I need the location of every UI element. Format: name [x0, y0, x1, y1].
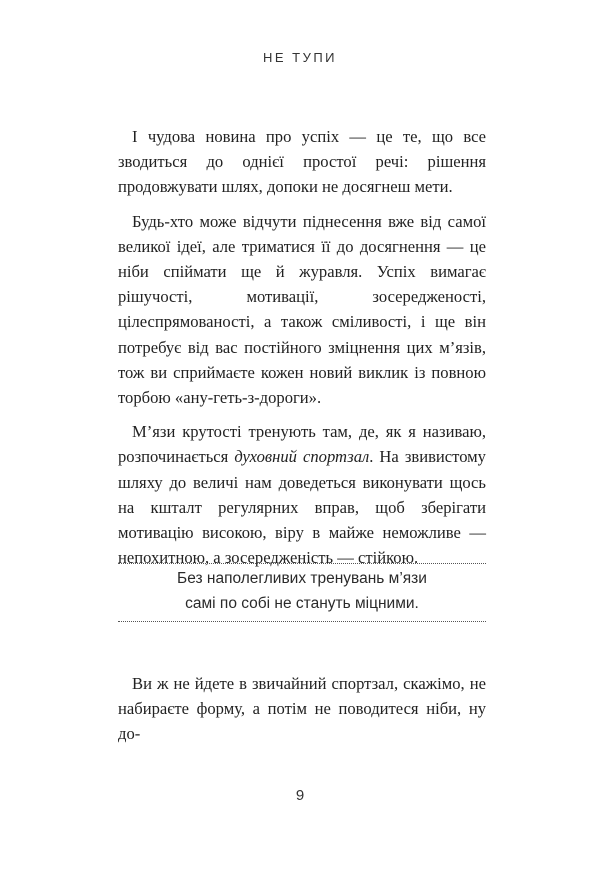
paragraph-3-end: . На звивистому шляху до величі нам доведеться виконувати щось на кшталт регулярних вправ, щоб зберігати мотивацію високою, віру в майже неможливе — непохитною, а зосередженість — стійкою.	[118, 447, 486, 568]
paragraph-4: Ви ж не йдете в звичайний спортзал, скажімо, не набираєте форму, а потім не поводитеся ніби, ну до-	[118, 674, 486, 744]
pullquote	[118, 566, 486, 616]
pullquote-top-rule	[118, 563, 486, 564]
paragraph-3-start: М’язи крутості тренують там, де, як я називаю, розпочинається	[118, 422, 486, 467]
body-text-bottom	[118, 671, 486, 747]
paragraph-1: І чудова новина про успіх — це те, що все зводиться до однієї простої речі: рішення продовжувати шлях, допоки не досягнеш мети.	[118, 127, 486, 197]
pullquote-line-1: Без наполегливих тренувань м’язи	[177, 570, 427, 587]
pullquote-line-2: самі по собі не стануть міцними.	[185, 595, 419, 612]
body-text-top	[118, 124, 486, 570]
paragraph-3-italic: духовний спортзал	[234, 447, 370, 467]
paragraph-2: Будь-хто може відчути піднесення вже від самої великої ідеї, але триматися її до досягнення — це ніби спіймати ще й журавля. Успіх вимагає рішучості, мотивації, зосередженості, цілеспрямованості, а також сміливості, і ще він потребує від вас постійного зміцнення цих м’язів, тож ви сприймаєте кожен новий виклик із повною торбою «ану-геть-з-дороги».	[118, 211, 486, 408]
pullquote-bottom-rule	[118, 621, 486, 622]
running-head: НЕ ТУПИ	[262, 50, 338, 65]
paragraph-3	[118, 419, 486, 570]
page-number: 9	[295, 787, 305, 804]
